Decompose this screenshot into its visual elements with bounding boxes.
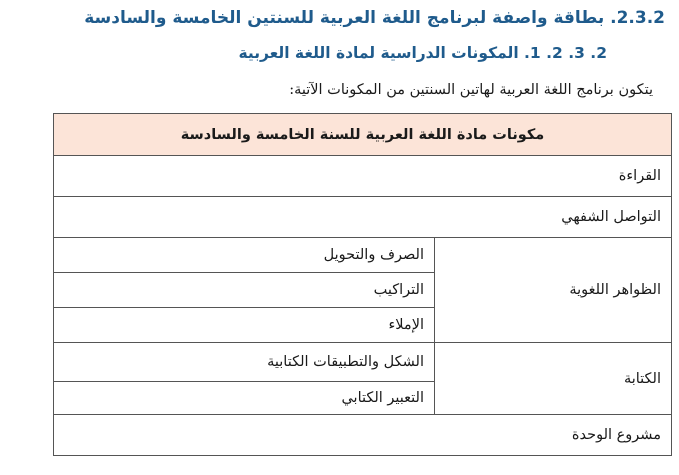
table-row xyxy=(54,238,672,273)
table-row xyxy=(54,343,672,382)
row-writing: الكتابة xyxy=(435,343,672,415)
sub-item-morphology: الصرف والتحويل xyxy=(54,238,435,273)
components-table xyxy=(53,113,672,456)
section-heading: 2.3.2. بطاقة واصفة لبرنامج اللغة العربية للسنتين الخامسة والسادسة xyxy=(84,8,665,28)
subsection-heading: 2. 3. 2. 1. المكونات الدراسية لمادة اللغة العربية xyxy=(238,44,607,62)
intro-paragraph: يتكون برنامج اللغة العربية لهاتين السنتين من المكونات الآتية: xyxy=(289,82,653,98)
row-unit-project: مشروع الوحدة xyxy=(54,415,672,456)
sub-item-syntax: التراكيب xyxy=(54,273,435,308)
table-header: مكونات مادة اللغة العربية للسنة الخامسة والسادسة xyxy=(54,114,672,156)
table-row xyxy=(54,156,672,197)
sub-item-written-expression: التعبير الكتابي xyxy=(54,382,435,415)
table-row xyxy=(54,415,672,456)
row-reading: القراءة xyxy=(54,156,672,197)
table-row xyxy=(54,197,672,238)
row-linguistic-phenomena: الظواهر اللغوية xyxy=(435,238,672,343)
sub-item-spelling: الإملاء xyxy=(54,308,435,343)
row-oral-communication: التواصل الشفهي xyxy=(54,197,672,238)
sub-item-handwriting-exercises: الشكل والتطبيقات الكتابية xyxy=(54,343,435,382)
